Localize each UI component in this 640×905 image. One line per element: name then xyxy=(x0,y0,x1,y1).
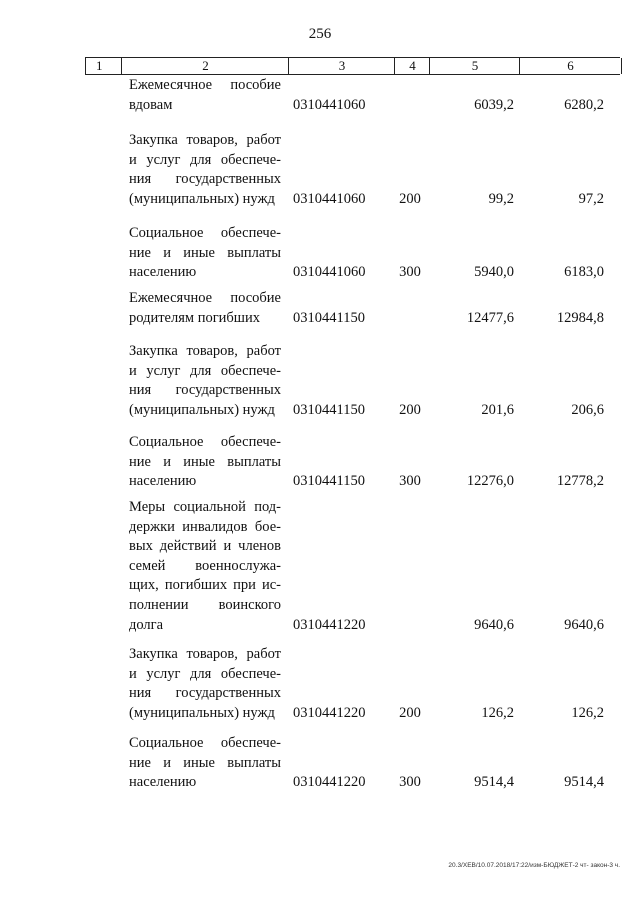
row-description xyxy=(129,224,281,283)
description-line: (муниципальных) нужд xyxy=(129,401,275,418)
description-line: Меры социальной под- xyxy=(129,499,281,515)
row-value-col6: 206,6 xyxy=(571,401,604,418)
description-line: Закупка товаров, работ xyxy=(129,132,281,148)
row-description xyxy=(129,433,281,492)
footer-stamp: 20.3/ХЕВ/10.07.2018/17:22/изм-БЮДЖЕТ-2 чт- закон-3 ч. xyxy=(448,862,620,869)
row-code: 0310441060 xyxy=(293,190,366,207)
row-code: 0310441220 xyxy=(293,616,366,633)
description-line: держки инвалидов бое- xyxy=(129,518,281,535)
row-code: 0310441060 xyxy=(293,264,366,281)
row-value-col5: 12477,6 xyxy=(466,309,514,326)
header-col-1: 1 xyxy=(85,58,121,74)
description-line: Закупка товаров, работ xyxy=(129,646,281,662)
description-line: ния государственных xyxy=(129,685,281,702)
description-line: и услуг для обеспече- xyxy=(129,151,281,168)
row-value-col5: 9640,6 xyxy=(474,616,514,633)
row-expense-type: 300 xyxy=(399,264,421,281)
description-line: Социальное обеспече- xyxy=(129,225,281,241)
row-code: 0310441150 xyxy=(293,473,365,490)
row-value-col6: 6280,2 xyxy=(564,96,604,113)
page-number: 256 xyxy=(308,26,332,42)
description-line: Социальное обеспече- xyxy=(129,434,281,450)
description-line: (муниципальных) нужд xyxy=(129,704,275,721)
header-col-2: 2 xyxy=(121,58,289,74)
row-description xyxy=(129,76,281,115)
description-line: щих, погибших при ис- xyxy=(129,577,281,594)
row-code: 0310441150 xyxy=(293,401,365,418)
description-line: и услуг для обеспече- xyxy=(129,362,281,379)
row-value-col6: 97,2 xyxy=(578,190,604,207)
row-description xyxy=(129,342,281,420)
row-value-col6: 9514,4 xyxy=(564,774,604,791)
description-line: ние и иные выплаты xyxy=(129,754,281,771)
row-code: 0310441060 xyxy=(293,96,366,113)
description-line: вых действий и членов xyxy=(129,538,281,555)
row-description xyxy=(129,498,281,635)
row-value-col6: 12778,2 xyxy=(556,473,604,490)
row-expense-type: 200 xyxy=(399,190,421,207)
table-header xyxy=(85,57,620,75)
row-value-col5: 6039,2 xyxy=(474,96,514,113)
description-line: населению xyxy=(129,264,197,281)
row-code: 0310441150 xyxy=(293,309,365,326)
row-value-col6: 6183,0 xyxy=(564,264,604,281)
description-line: населению xyxy=(129,774,197,791)
row-expense-type: 200 xyxy=(399,704,421,721)
row-value-col6: 9640,6 xyxy=(564,616,604,633)
description-line: Социальное обеспече- xyxy=(129,735,281,751)
description-line: семей военнослужа- xyxy=(129,557,281,574)
row-code: 0310441220 xyxy=(293,704,366,721)
description-line: Ежемесячное пособие xyxy=(129,77,281,93)
row-description xyxy=(129,645,281,723)
description-line: (муниципальных) нужд xyxy=(129,190,275,207)
row-description xyxy=(129,289,281,328)
description-line: родителям погибших xyxy=(129,309,260,326)
header-col-3: 3 xyxy=(288,58,395,74)
description-line: ния государственных xyxy=(129,382,281,399)
description-line: и услуг для обеспече- xyxy=(129,665,281,682)
description-line: долга xyxy=(129,616,164,633)
description-line: ние и иные выплаты xyxy=(129,244,281,261)
row-value-col5: 126,2 xyxy=(481,704,514,721)
description-line: населению xyxy=(129,473,197,490)
header-col-6: 6 xyxy=(519,58,622,74)
description-line: ния государственных xyxy=(129,171,281,188)
row-code: 0310441220 xyxy=(293,774,366,791)
description-line: полнении воинского xyxy=(129,596,281,613)
row-value-col5: 12276,0 xyxy=(466,473,514,490)
description-line: Закупка товаров, работ xyxy=(129,343,281,359)
row-expense-type: 200 xyxy=(399,401,421,418)
row-value-col5: 99,2 xyxy=(488,190,514,207)
description-line: вдовам xyxy=(129,96,173,113)
description-line: ние и иные выплаты xyxy=(129,453,281,470)
row-expense-type: 300 xyxy=(399,473,421,490)
row-value-col6: 12984,8 xyxy=(556,309,604,326)
row-value-col5: 5940,0 xyxy=(474,264,514,281)
row-value-col6: 126,2 xyxy=(571,704,604,721)
header-col-4: 4 xyxy=(394,58,430,74)
row-value-col5: 201,6 xyxy=(481,401,514,418)
row-description xyxy=(129,734,281,793)
description-line: Ежемесячное пособие xyxy=(129,290,281,306)
row-expense-type: 300 xyxy=(399,774,421,791)
row-description xyxy=(129,131,281,209)
row-value-col5: 9514,4 xyxy=(474,774,514,791)
header-col-5: 5 xyxy=(429,58,520,74)
